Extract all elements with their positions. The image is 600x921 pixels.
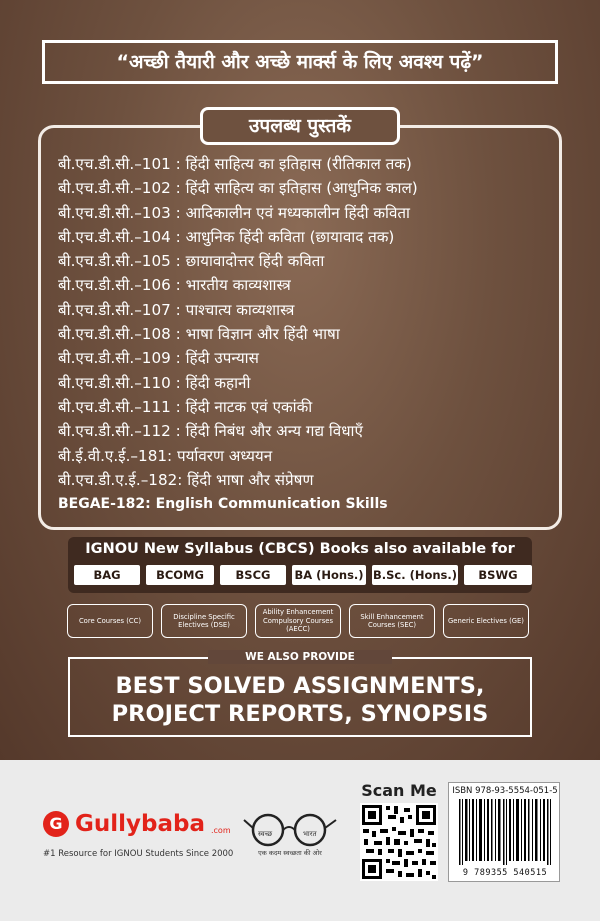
scan-label: Scan Me xyxy=(361,781,437,800)
list-item: बी.एच.डी.सी.–108 : भाषा विज्ञान और हिंदी भाषा xyxy=(58,325,340,344)
isbn-digits: 9 789355 540515 xyxy=(462,868,548,878)
list-item: बी.एच.डी.सी.–104 : आधुनिक हिंदी कविता (छायावाद तक) xyxy=(58,227,395,246)
program-badge: BSCG xyxy=(220,565,286,585)
books-heading: उपलब्ध पुस्तकें xyxy=(200,107,400,145)
list-item: बी.एच.डी.सी.–103 : आदिकालीन एवं मध्यकालीन हिंदी कविता xyxy=(58,203,410,222)
course-badge: Ability Enhancement Compulsory Courses (AECC) xyxy=(255,604,341,638)
qr-pattern xyxy=(360,803,438,881)
program-badge: BA (Hons.) xyxy=(292,565,366,585)
swachh-caption: एक कदम स्वच्छता की ओर xyxy=(258,849,322,857)
list-item: बी.एच.डी.सी.–110 : हिंदी कहानी xyxy=(58,373,251,392)
bharat-word: भारत xyxy=(303,830,317,838)
cbcs-title: IGNOU New Syllabus (CBCS) Books also available for xyxy=(85,541,515,557)
course-badge: Skill Enhancement Courses (SEC) xyxy=(349,604,435,638)
logo-text: Gullybaba xyxy=(75,811,205,837)
list-item: बी.एच.डी.सी.–107 : पाश्चात्य काव्यशास्त्र xyxy=(58,300,295,319)
list-item: बी.एच.डी.सी.–101 : हिंदी साहित्य का इतिहास (रीतिकाल तक) xyxy=(58,155,412,173)
list-item: बी.एच.डी.सी.–112 : हिंदी निबंध और अन्य गद्य विधाएँ xyxy=(58,422,363,441)
course-badge: Discipline Specific Electives (DSE) xyxy=(161,604,247,638)
program-row xyxy=(74,565,532,585)
provide-line: PROJECT REPORTS, SYNOPSIS xyxy=(111,701,489,727)
list-item: बी.एच.डी.सी.–105 : छायावादोत्तर हिंदी कविता xyxy=(58,252,325,271)
program-badge: BSWG xyxy=(464,565,532,585)
tagline-banner: “अच्छी तैयारी और अच्छे मार्क्स के लिए अवश्य पढ़ें” xyxy=(42,40,558,84)
program-badge: BAG xyxy=(74,565,140,585)
books-list xyxy=(58,152,558,516)
course-badge: Generic Electives (GE) xyxy=(443,604,529,638)
list-item: बी.ई.वी.ए.ई.–181: पर्यावरण अध्ययन xyxy=(58,446,273,465)
list-item: बी.एच.डी.सी.–109 : हिंदी उपन्यास xyxy=(58,349,259,368)
list-item: बी.एच.डी.ए.ई.–182: हिंदी भाषा और संप्रेषण xyxy=(58,470,314,489)
course-types xyxy=(67,604,529,638)
list-item: बी.एच.डी.सी.–102 : हिंदी साहित्य का इतिहास (आधुनिक काल) xyxy=(58,179,418,198)
provide-label: WE ALSO PROVIDE xyxy=(208,650,392,664)
list-item: बी.एच.डी.सी.–106 : भारतीय काव्यशास्त्र xyxy=(58,276,291,295)
provide-line: BEST SOLVED ASSIGNMENTS, xyxy=(115,673,485,699)
logo-icon: G xyxy=(43,811,69,837)
list-item: बी.एच.डी.सी.–111 : हिंदी नाटक एवं एकांकी xyxy=(58,397,313,416)
gullybaba-logo xyxy=(43,811,231,837)
cbcs-box xyxy=(68,537,532,593)
barcode-icon xyxy=(457,799,553,865)
course-badge: Core Courses (CC) xyxy=(67,604,153,638)
isbn-label: ISBN 978-93-5554-051-5 xyxy=(452,786,558,796)
qr-code-icon[interactable] xyxy=(360,803,438,881)
logo-suffix: .com xyxy=(210,825,231,835)
isbn-barcode xyxy=(448,782,560,882)
logo-tagline: #1 Resource for IGNOU Students Since 2000 xyxy=(43,849,234,859)
glasses-icon xyxy=(240,810,340,850)
provide-text xyxy=(68,672,532,728)
swachh-word: स्वच्छ xyxy=(258,830,273,838)
program-badge: B.Sc. (Hons.) xyxy=(372,565,458,585)
program-badge: BCOMG xyxy=(146,565,214,585)
list-item: BEGAE-182: English Communication Skills xyxy=(58,496,388,513)
